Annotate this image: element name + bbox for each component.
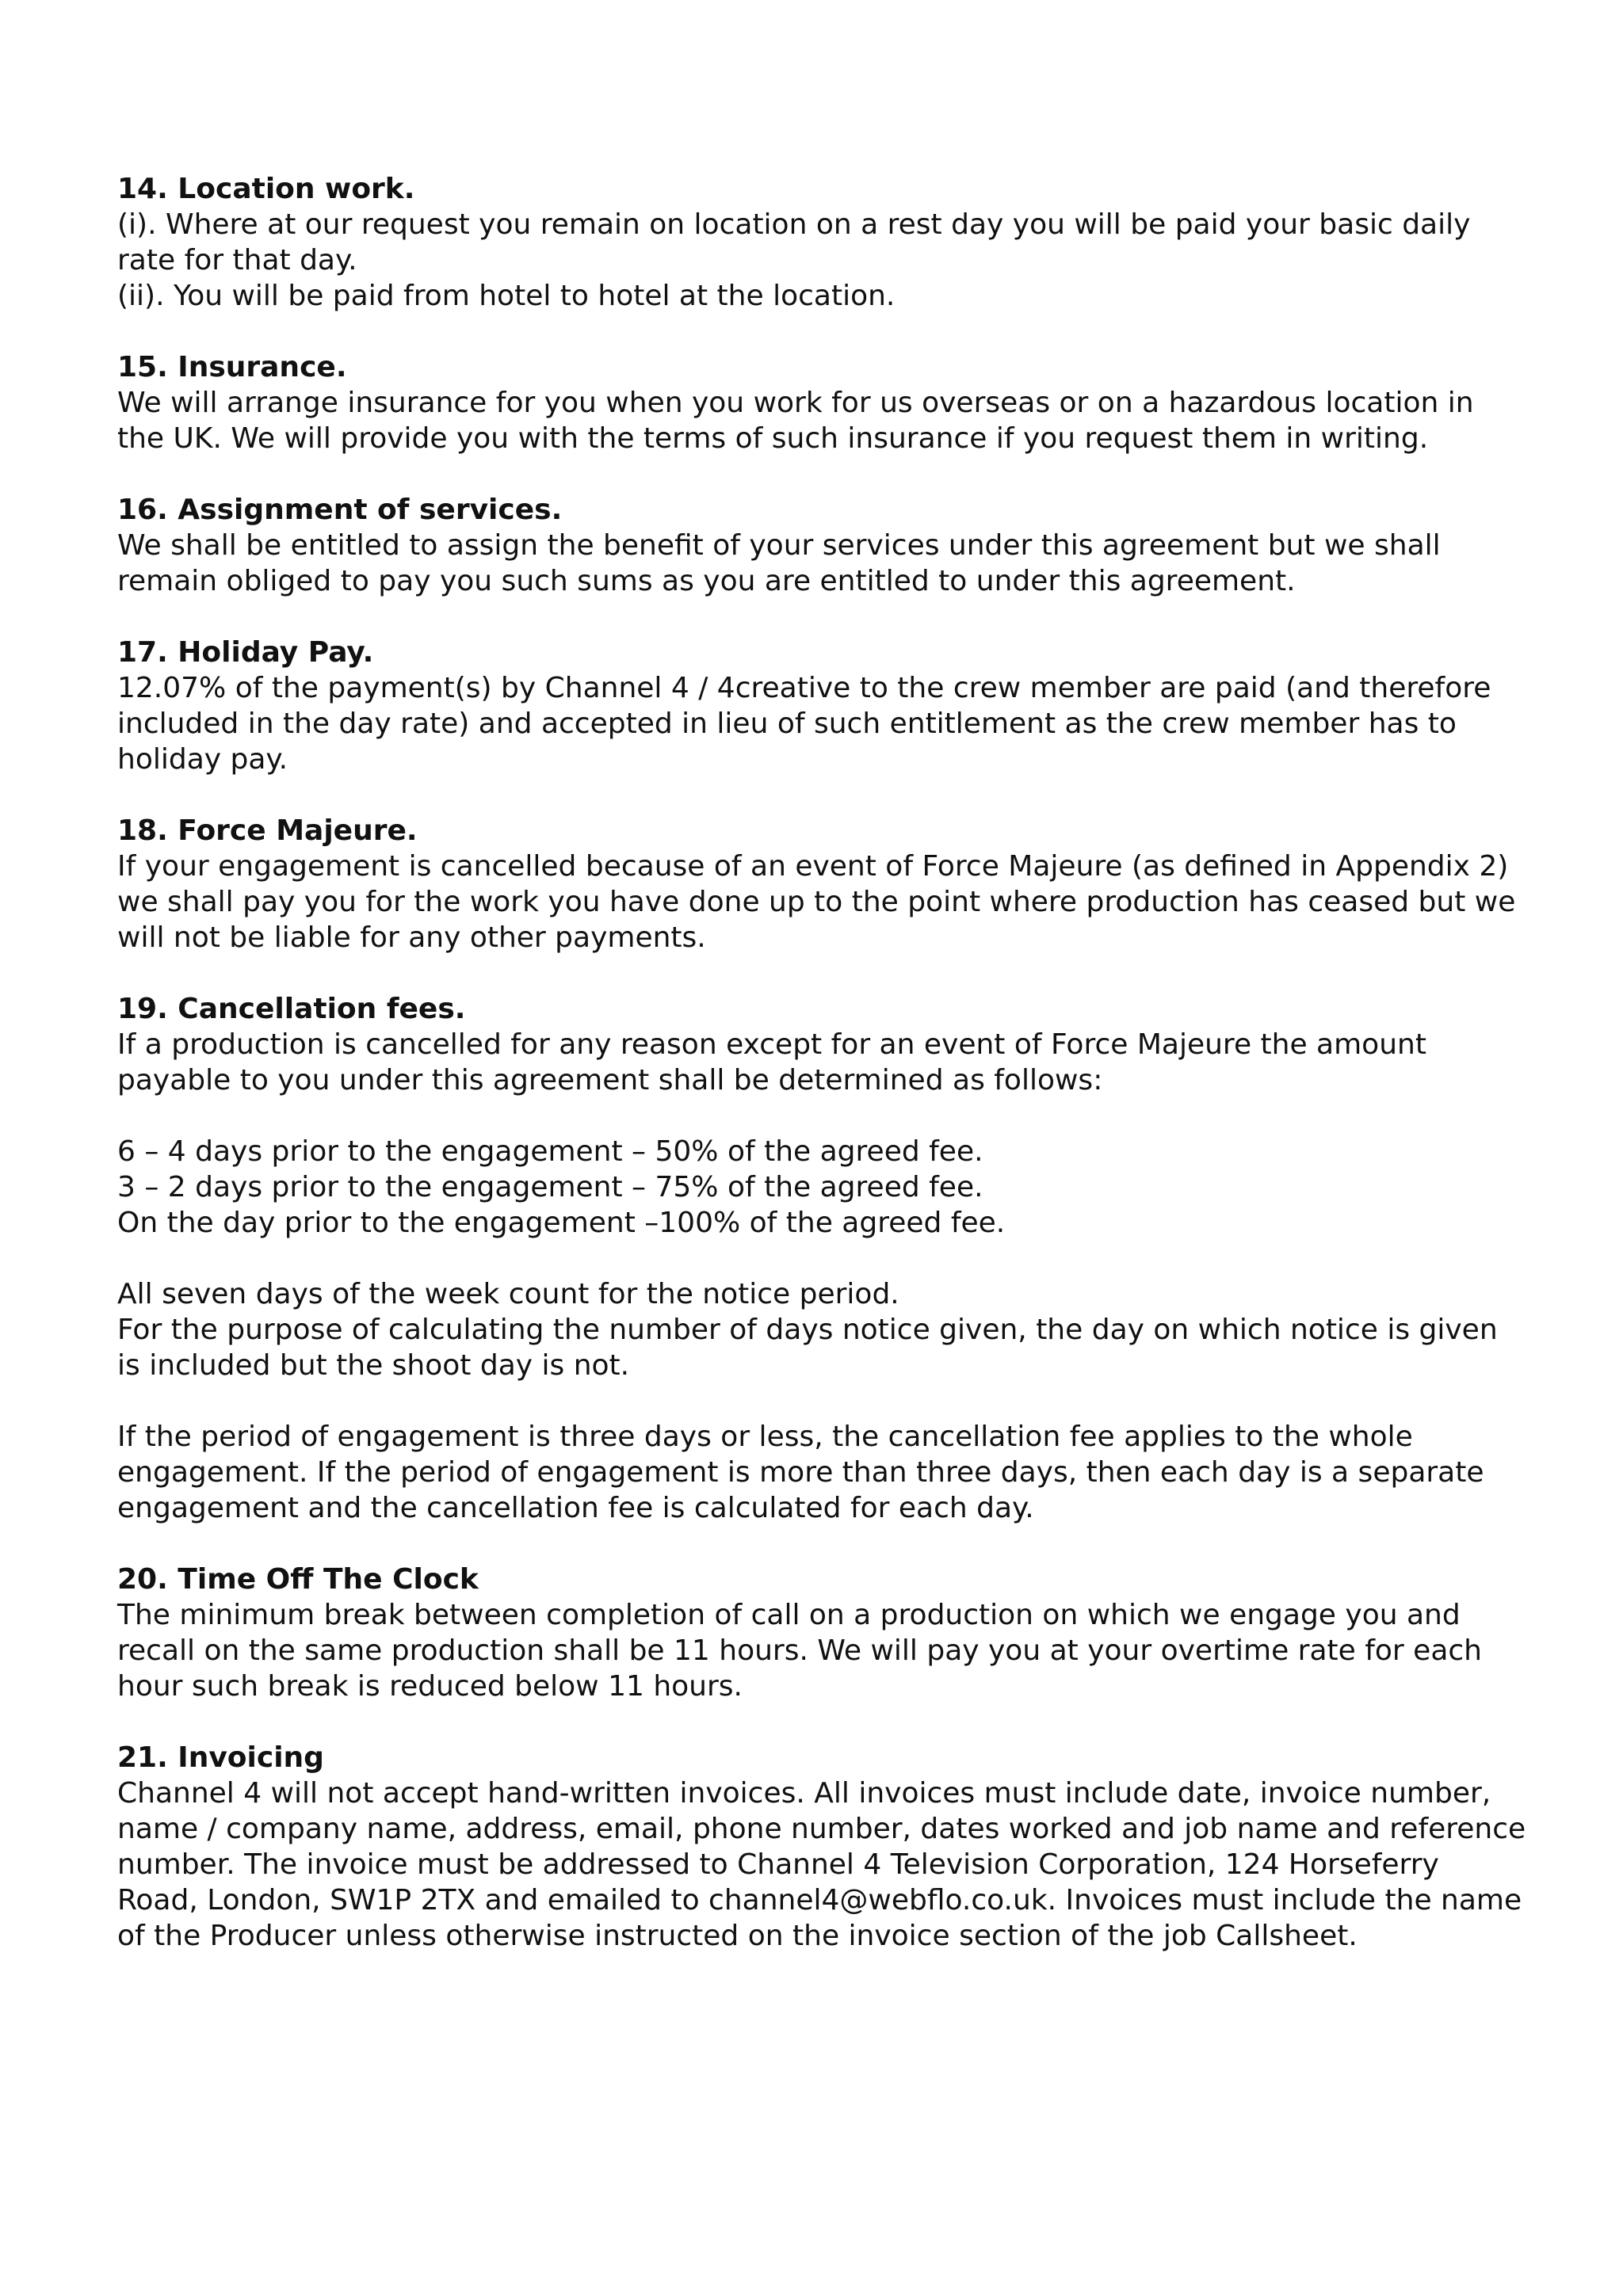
section-heading: 14. Location work.	[117, 173, 415, 205]
section-paragraph: We will arrange insurance for you when you work for us overseas or on a hazardous location in the UK. We will provide you with the terms of such insurance if you request them in writing.	[117, 387, 1474, 455]
fee-line: 6 – 4 days prior to the engagement – 50% of the agreed fee.	[117, 1135, 983, 1168]
engagement-period-text	[117, 1419, 1528, 1526]
section-paragraph: 12.07% of the payment(s) by Channel 4 / 4creative to the crew member are paid (and therefore included in the day rate) and accepted in lieu of such entitlement as the crew member has to holiday pay.	[117, 672, 1491, 776]
section-time-off-the-clock	[117, 1562, 1528, 1704]
fee-line: On the day prior to the engagement –100% of the agreed fee.	[117, 1207, 1006, 1239]
section-heading: 20. Time Off The Clock	[117, 1563, 479, 1596]
fee-line: 3 – 2 days prior to the engagement – 75% of the agreed fee.	[117, 1171, 983, 1203]
section-paragraph: The minimum break between completion of call on a production on which we engage you and recall on the same production shall be 11 hours. We will pay you at your overtime rate for each hour such break is reduced below 11 hours.	[117, 1599, 1482, 1703]
notice-period-text	[117, 1276, 1528, 1383]
section-paragraph: If a production is cancelled for any reason except for an event of Force Majeure the amount payable to you under this agreement shall be determined as follows:	[117, 1028, 1426, 1097]
section-paragraph: If your engagement is cancelled because of an event of Force Majeure (as defined in Appendix 2) we shall pay you for the work you have done up to the point where production has ceased but we will not be liable for any other payments.	[117, 850, 1516, 954]
section-heading: 21. Invoicing	[117, 1741, 324, 1774]
section-paragraph: For the purpose of calculating the number of days notice given, the day on which notice is given is included but the shoot day is not.	[117, 1314, 1498, 1382]
section-heading: 16. Assignment of services.	[117, 494, 563, 526]
section-location-work	[117, 171, 1528, 314]
section-force-majeure	[117, 813, 1528, 955]
section-insurance	[117, 349, 1528, 456]
section-paragraph: (i). Where at our request you remain on location on a rest day you will be paid your basic daily rate for that day.	[117, 208, 1471, 277]
fee-schedule	[117, 1134, 1528, 1241]
section-paragraph: If the period of engagement is three days or less, the cancellation fee applies to the whole engagement. If the period of engagement is more than three days, then each day is a separate engagement and the cancellation fee is calculated for each day.	[117, 1421, 1484, 1524]
section-invoicing	[117, 1740, 1528, 1954]
section-holiday-pay	[117, 635, 1528, 777]
section-paragraph: All seven days of the week count for the notice period.	[117, 1278, 899, 1310]
section-paragraph: Channel 4 will not accept hand-written invoices. All invoices must include date, invoice number, name / company name, address, email, phone number, dates worked and job name and reference number. The invoice must be addressed to Channel 4 Television Corporation, 124 Horseferry Road, London, SW1P 2TX and emailed to channel4@webflo.co.uk. Invoices must include the name of the Producer unless otherwise instructed on the invoice section of the job Callsheet.	[117, 1777, 1526, 1952]
section-heading: 15. Insurance.	[117, 351, 347, 383]
section-assignment-of-services	[117, 492, 1528, 599]
section-cancellation-fees	[117, 991, 1528, 1526]
section-heading: 19. Cancellation fees.	[117, 993, 466, 1025]
document-page	[117, 171, 1528, 1989]
section-heading: 17. Holiday Pay.	[117, 636, 374, 669]
section-paragraph: (ii). You will be paid from hotel to hotel at the location.	[117, 280, 896, 312]
section-paragraph: We shall be entitled to assign the benefit of your services under this agreement but we shall remain obliged to pay you such sums as you are entitled to under this agreement.	[117, 529, 1441, 597]
section-heading: 18. Force Majeure.	[117, 814, 418, 847]
